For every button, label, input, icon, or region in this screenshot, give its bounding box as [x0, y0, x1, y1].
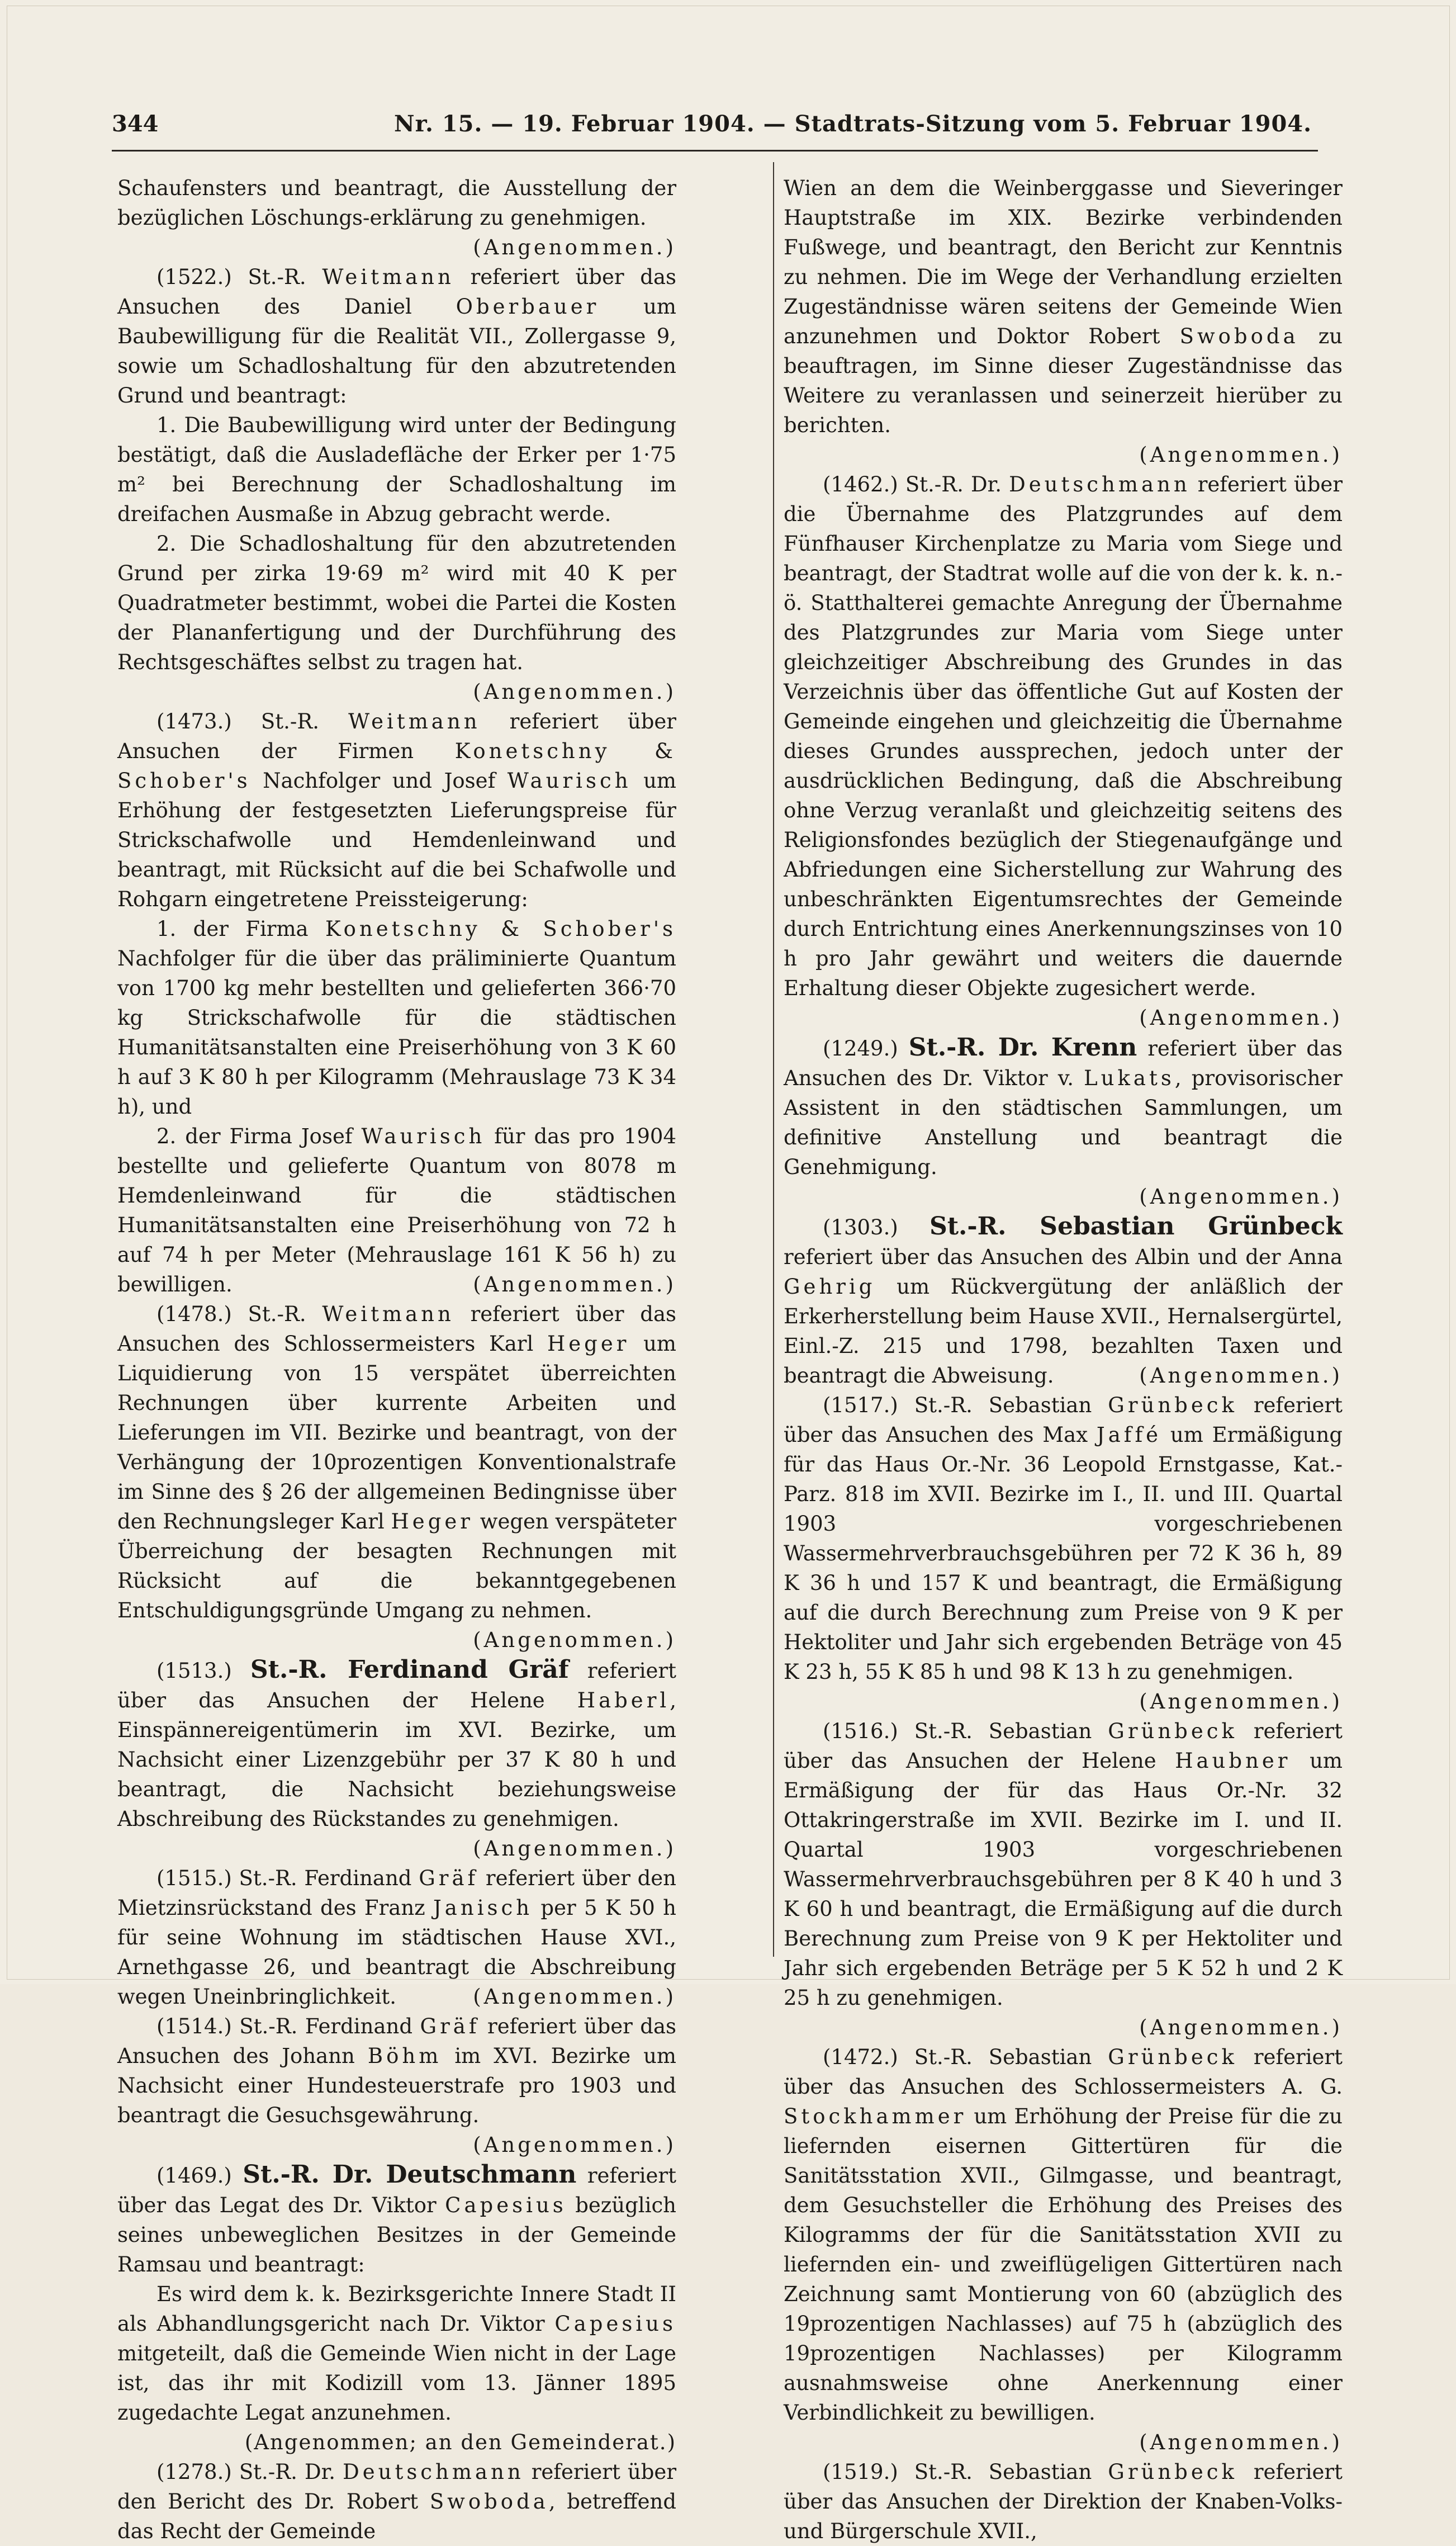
person-name: Gräf [419, 1866, 479, 1890]
paragraph: (1514.) St.-R. Ferdinand Gräf referiert über das Ansuchen des Johann Böhm im XVI. Bezirke um Nachsicht einer Hundesteuerstrafe pro 1903 und beantragt die Gesuchsgewährung. [117, 2014, 677, 2127]
person-name: Weitmann [322, 265, 454, 289]
header-rule [112, 150, 1318, 152]
person-name: Waurisch [361, 1124, 486, 1148]
decision-note: (Angenommen; an den Gemeinderat.) [244, 2430, 676, 2454]
person-name: Heger [391, 1509, 473, 1534]
person-name: Waurisch [507, 769, 632, 793]
paragraph: (1278.) St.-R. Dr. Deutschmann referiert über den Bericht des Dr. Robert Swoboda, betreffend das Recht der Gemeinde [117, 2460, 677, 2543]
paragraph: (1472.) St.-R. Sebastian Grünbeck referiert über das Ansuchen des Schlossermeisters A. G. Stockhammer um Erhöhung der Preise für die zu liefernden eisernen Gittertüren für die Sanitätsstation XVII., Gilmgasse, und beantragt, dem Gesuchsteller die Erhöhung des Preises des Kilogramms der für die Sanitätsstation XVII zu liefernden ein- und zweiflügeligen Gittertüren nach Zeichnung samt Montierung von 60 (abzüglich des 19prozentigen Nachlasses) auf 75 h (abzüglich des 19prozentigen Nachlasses) per Kilogramm ausnahmsweise ohne Anerkennung einer Verbindlichkeit zu bewilligen. [784, 2045, 1343, 2425]
paragraph: (1462.) St.-R. Dr. Deutschmann referiert über die Übernahme des Platzgrundes auf dem Fünfhauser Kirchenplatze zu Maria vom Siege und beantragt, der Stadtrat wolle auf die von der k. k. n.-ö. Statthalterei gemachte Anregung der Übernahme des Platzgrundes zur Maria vom Siege unter gleichzeitiger Abschreibung des Grundes in das Verzeichnis über das öffentliche Gut auf Kosten der Gemeinde eingehen und gleichzeitig die Übernahme dieses Grundes aussprechen, jedoch unter der ausdrücklichen Bedingung, daß die Abschreibung ohne Verzug veranlaßt und gleichzeitig seitens des Religionsfondes bezüglich der Stiegenaufgänge und Abfriedungen eine Sicherstellung zur Wahrung des unbeschränkten Eigentumsrechtes der Gemeinde durch Entrichtung eines Anerkennungszinses von 10 h pro Jahr gewährt und weiters die dauernde Erhaltung dieser Objekte zugesichert werde. (Angenommen.) [784, 470, 1343, 1003]
paragraph: Schaufensters und beantragt, die Ausstellung der bezüglichen Löschungs-erklärung zu genehmigen. (Angenommen.) [117, 173, 676, 233]
person-name: Stockhammer [784, 2104, 967, 2128]
person-name: Gräf [420, 2014, 480, 2038]
decision-note: (Angenommen.) [473, 1837, 676, 1861]
person-name: Grünbeck [1108, 1393, 1237, 1417]
decision-note: (Angenommen.) [473, 2133, 676, 2157]
speaker-heading: St.-R. Sebastian Grünbeck [929, 1212, 1343, 1241]
decision-note: (Angenommen.) [1139, 2015, 1343, 2039]
person-name: Weitmann [322, 1302, 454, 1326]
paragraph: (1249.) St.-R. Dr. Krenn referiert über das Ansuchen des Dr. Viktor v. Lukats, provisorischer Assistent in den städtischen Sammlungen, um definitive Anstellung und beantragt die Genehmigung. [784, 1033, 1343, 1179]
paragraph: Es wird dem k. k. Bezirksgerichte Innere Stadt II als Abhandlungsgericht nach Dr. Viktor Capesius mitgeteilt, daß die Gemeinde Wien nicht in der Lage ist, das ihr mit Kodizill vom 13. Jänner 1895 zugedachte Legat anzunehmen. [117, 2282, 676, 2425]
paragraph: (1522.) St.-R. Weitmann referiert über das Ansuchen des Daniel Oberbauer um Baubewilligung für die Realität VII., Zollergasse 9, sowie um Schadloshaltung für den abzutretenden Grund und beantragt: [117, 265, 677, 408]
list-item: 1. Die Baubewilligung wird unter der Bedingung bestätigt, daß die Ausladefläche der Erker per 1·75 m² bei Berechnung der Schadloshaltung im dreifachen Ausmaße in Abzug gebracht werde. [117, 413, 676, 526]
left-column [117, 173, 677, 2543]
person-name: Haubner [1175, 1749, 1291, 1773]
person-name: Böhm [367, 2044, 442, 2068]
paragraph: (1469.) St.-R. Dr. Deutschmann referiert über das Legat des Dr. Viktor Capesius bezüglich seines unbeweglichen Besitzes in der Gemeinde Ramsau und beantragt: [117, 2160, 676, 2277]
person-name: Swoboda [1179, 324, 1299, 348]
decision-note: (Angenommen.) [1139, 2430, 1343, 2454]
decision-note: (Angenommen.) [1139, 1690, 1343, 1714]
page-header [112, 107, 1312, 141]
speaker-heading: St.-R. Dr. Krenn [908, 1033, 1137, 1062]
person-name: Deutschmann [343, 2460, 524, 2484]
person-name: Grünbeck [1108, 2460, 1237, 2484]
page-number: 344 [112, 111, 159, 137]
paragraph: (1303.) St.-R. Sebastian Grünbeck referiert über das Ansuchen des Albin und der Anna Gehrig um Rückvergütung der anläßlich der Erkerherstellung beim Hause XVII., Hernalsergürtel, Einl.-Z. 215 und 1798, bezahlten Taxen und beantragt die Abweisung. (Angenommen.) [784, 1212, 1343, 1390]
person-name: Grünbeck [1108, 2045, 1237, 2069]
person-name: Deutschmann [1009, 472, 1191, 496]
firm-name: Konetschny & Schober's [117, 739, 676, 793]
paragraph: Wien an dem die Weinberggasse und Sieveringer Hauptstraße im XIX. Bezirke verbindenden Fußwege, und beantragt, den Bericht zur Kenntnis zu nehmen. Die im Wege der Verhandlung erzielten Zugeständnisse wären seitens der Gemeinde Wien anzunehmen und Doktor Robert Swoboda zu beauftragen, im Sinne dieser Zugeständnisse das Weitere zu veranlassen und seinerzeit hierüber zu berichten. [784, 176, 1343, 437]
paragraph: (1519.) St.-R. Sebastian Grünbeck referiert über das Ansuchen der Direktion der Knaben-Volks- und Bürgerschule XVII., [784, 2460, 1343, 2543]
decision-note: (Angenommen.) [473, 680, 676, 704]
person-name: Gehrig [784, 1275, 876, 1299]
person-name: Heger [547, 1332, 630, 1356]
decision-note: (Angenommen.) [1139, 443, 1343, 467]
person-name: Janisch [433, 1896, 533, 1920]
person-name: Jaffé [1096, 1423, 1162, 1447]
column-divider [773, 162, 774, 1957]
speaker-heading: St.-R. Dr. Deutschmann [243, 2160, 577, 2189]
firm-name: Konetschny & Schober's [325, 917, 676, 941]
person-name: Haberl [577, 1688, 670, 1712]
running-title: Nr. 15. — 19. Februar 1904. — Stadtrats-Sitzung vom 5. Februar 1904. [394, 111, 1312, 137]
person-name: Capesius [554, 2312, 676, 2336]
person-name: Grünbeck [1108, 1719, 1237, 1743]
decision-note: (Angenommen.) [1139, 1185, 1343, 1209]
paragraph: (1513.) St.-R. Ferdinand Gräf referiert über das Ansuchen der Helene Haberl, Einspännereigentümerin im XVI. Bezirke, um Nachsicht einer Lizenzgebühr per 37 K 80 h und beantragt, die Nachsicht beziehungsweise Abschreibung des Rückstandes zu genehmigen. [117, 1655, 676, 1831]
decision-note: (Angenommen.) [1139, 1364, 1343, 1388]
decision-note: (Angenommen.) [1139, 1006, 1343, 1030]
list-item: 1. der Firma Konetschny & Schober's Nachfolger für die über das präliminierte Quantum von 1700 kg mehr bestellten und gelieferten 366·70 kg Strickschafwolle für die städtischen Humanitätsanstalten eine Preiserhöhung von 3 K 60 h auf 3 K 80 h per Kilogramm (Mehrauslage 73 K 34 h), und [117, 917, 676, 1119]
paragraph: (1516.) St.-R. Sebastian Grünbeck referiert über das Ansuchen der Helene Haubner um Ermäßigung der für das Haus Or.-Nr. 32 Ottakringerstraße im XVII. Bezirke im I. und II. Quartal 1903 vorgeschriebenen Wassermehrverbrauchsgebühren per 8 K 40 h und 3 K 60 h und beantragt, die Ermäßigung auf die durch Berechnung zum Preise von 9 K per Hektoliter und Jahr sich ergebenden Beträge per 5 K 52 h und 2 K 25 h zu genehmigen. [784, 1719, 1343, 2010]
right-column [784, 173, 1343, 2543]
speaker-heading: St.-R. Ferdinand Gräf [250, 1655, 569, 1684]
list-item: 2. Die Schadloshaltung für den abzutretenden Grund per zirka 19·69 m² wird mit 40 K per Quadratmeter bestimmt, wobei die Partei die Kosten der Plananfertigung und der Durchführung des Rechtsgeschäftes selbst zu tragen hat. (Angenommen.) [117, 529, 676, 677]
paragraph: (1515.) St.-R. Ferdinand Gräf referiert über den Mietzinsrückstand des Franz Janisch per 5 K 50 h für seine Wohnung im städtischen Hause XVI., Arnethgasse 26, und beantragt die Abschreibung wegen Uneinbringlichkeit. (Angenommen.) [117, 1863, 676, 2012]
decision-note: (Angenommen.) [473, 1985, 676, 2009]
person-name: Lukats [1084, 1066, 1175, 1090]
person-name: Weitmann [348, 709, 481, 733]
paragraph: (1517.) St.-R. Sebastian Grünbeck referiert über das Ansuchen des Max Jaffé um Ermäßigung für das Haus Or.-Nr. 36 Leopold Ernstgasse, Kat.-Parz. 818 im XVII. Bezirke im I., II. und III. Quartal 1903 vorgeschriebenen Wassermehrverbrauchsgebühren per 72 K 36 h, 89 K 36 h und 157 K und beantragt, die Ermäßigung auf die durch Berechnung zum Preise von 9 K per Hektoliter und Jahr sich ergebenden Beträge von 45 K 23 h, 55 K 85 h und 98 K 13 h zu genehmigen. (Angenommen.) [784, 1390, 1343, 1687]
paragraph: (1478.) St.-R. Weitmann referiert über das Ansuchen des Schlossermeisters Karl Heger um Liquidierung von 15 verspätet überreichten Rechnungen über kurrente Arbeiten und Lieferungen im VII. Bezirke und beantragt, von der Verhängung der 10prozentigen Konventionalstrafe im Sinne des § 26 der allgemeinen Bedingnisse über den Rechnungsleger Karl Heger wegen verspäteter Überreichung der besagten Rechnungen mit Rücksicht auf die bekanntgegebenen Entschuldigungsgründe Umgang zu nehmen. (Angenommen.) [117, 1299, 676, 1625]
person-name: Capesius [445, 2193, 567, 2217]
paragraph: (1473.) St.-R. Weitmann referiert über Ansuchen der Firmen Konetschny & Schober's Nachfolger und Josef Waurisch um Erhöhung der festgesetzten Lieferungspreise für Strickschafwolle und Hemdenleinwand und beantragt, mit Rücksicht auf die bei Schafwolle und Rohgarn eingetretene Preissteigerung: [117, 709, 677, 911]
person-name: Oberbauer [456, 295, 600, 319]
decision-note: (Angenommen.) [473, 235, 676, 259]
decision-note: (Angenommen.) [473, 1272, 676, 1296]
person-name: Swoboda [429, 2490, 549, 2514]
list-item: 2. der Firma Josef Waurisch für das pro 1904 bestellte und gelieferte Quantum von 8078 m Hemdenleinwand für die städtischen Humanitätsanstalten eine Preiserhöhung von 72 h auf 74 h per Meter (Mehrauslage 161 K 56 h) zu bewilligen. (Angenommen.) [117, 1121, 676, 1299]
decision-note: (Angenommen.) [473, 1628, 676, 1652]
